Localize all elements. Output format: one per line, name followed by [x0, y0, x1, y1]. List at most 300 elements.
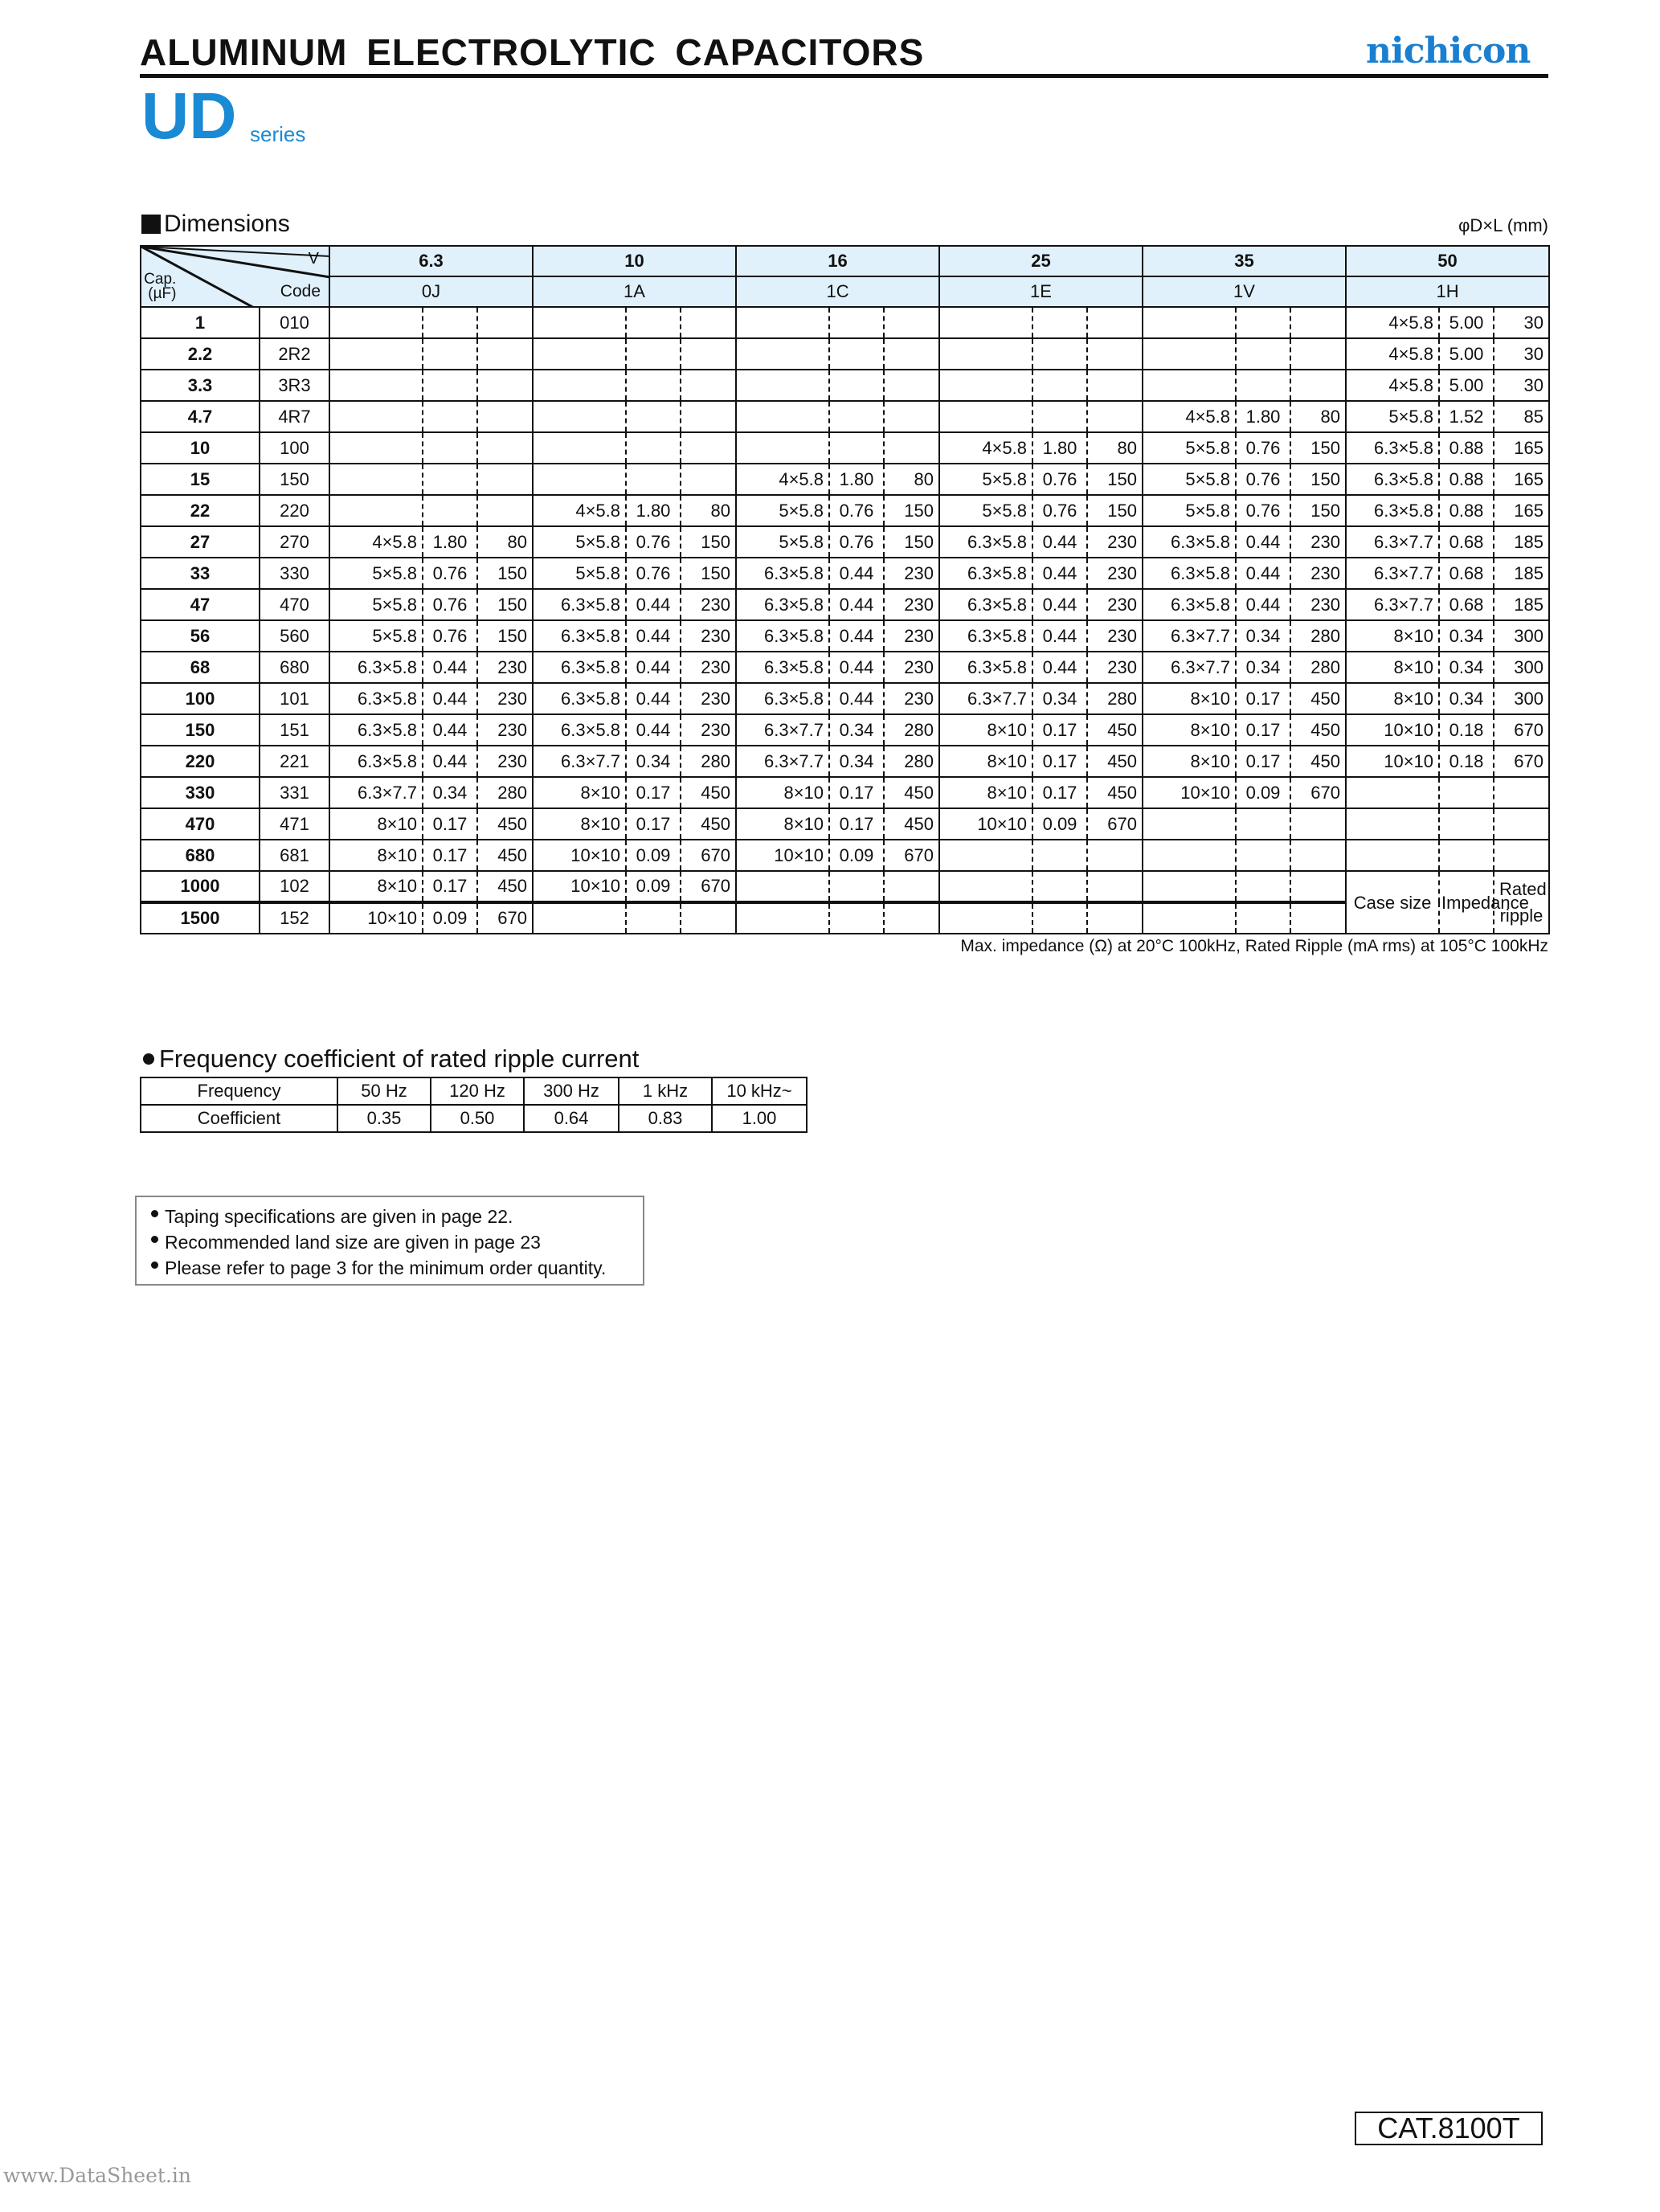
case-size-cell — [533, 464, 626, 495]
voltage-code-header: 0J — [329, 276, 533, 307]
case-size-cell: 6.3×5.8 — [533, 589, 626, 620]
ripple-cell — [477, 307, 533, 338]
case-size-cell: 6.3×5.8 — [533, 683, 626, 714]
legend-ripple: ripple — [1499, 906, 1543, 926]
impedance-cell: 0.44 — [1032, 620, 1087, 652]
code-cell: 102 — [260, 871, 329, 902]
impedance-cell — [1032, 902, 1087, 934]
ripple-cell: 670 — [681, 871, 736, 902]
case-size-cell — [329, 307, 423, 338]
impedance-cell: 0.17 — [423, 871, 477, 902]
frequency-cell: 10 kHz~ — [712, 1077, 807, 1105]
impedance-cell: 0.44 — [1236, 526, 1290, 558]
table-row — [141, 652, 1549, 683]
case-size-cell: 8×10 — [1346, 683, 1439, 714]
ripple-cell — [477, 370, 533, 401]
ripple-cell: 185 — [1494, 558, 1549, 589]
impedance-cell: 0.76 — [1236, 495, 1290, 526]
case-size-cell: 6.3×5.8 — [329, 714, 423, 746]
nichicon-logo: nichicon — [1366, 31, 1531, 72]
ripple-cell: 230 — [1290, 558, 1346, 589]
case-size-cell: 6.3×7.7 — [1143, 652, 1236, 683]
ripple-cell: 230 — [477, 746, 533, 777]
voltage-header: 35 — [1143, 246, 1346, 276]
table-row — [141, 620, 1549, 652]
impedance-cell: 0.44 — [1236, 558, 1290, 589]
ripple-cell: 230 — [477, 683, 533, 714]
impedance-cell — [423, 307, 477, 338]
impedance-cell: 0.76 — [1032, 464, 1087, 495]
case-size-cell: 6.3×7.7 — [939, 683, 1032, 714]
ripple-cell: 230 — [1290, 526, 1346, 558]
ripple-cell: 30 — [1494, 307, 1549, 338]
case-size-cell — [1346, 840, 1439, 871]
ripple-cell: 230 — [477, 714, 533, 746]
impedance-cell: 0.34 — [1439, 683, 1494, 714]
ripple-cell — [884, 338, 939, 370]
case-size-cell: 5×5.8 — [1346, 401, 1439, 432]
impedance-cell — [423, 495, 477, 526]
ripple-cell — [681, 370, 736, 401]
impedance-cell: 0.17 — [1032, 777, 1087, 808]
impedance-cell: 0.76 — [829, 495, 884, 526]
ripple-cell: 450 — [1087, 714, 1143, 746]
table-row — [141, 526, 1549, 558]
case-size-cell: 8×10 — [736, 777, 829, 808]
voltage-code-header: 1C — [736, 276, 939, 307]
capacitance-cell: 56 — [141, 620, 260, 652]
ripple-cell: 80 — [884, 464, 939, 495]
ripple-cell — [681, 338, 736, 370]
table-row — [141, 495, 1549, 526]
ripple-cell — [884, 432, 939, 464]
case-size-cell: 6.3×7.7 — [1346, 589, 1439, 620]
impedance-cell — [423, 370, 477, 401]
case-size-cell: 6.3×7.7 — [329, 777, 423, 808]
impedance-cell: 0.09 — [626, 871, 681, 902]
case-size-cell: 10×10 — [1143, 777, 1236, 808]
capacitance-cell: 47 — [141, 589, 260, 620]
case-size-cell: 5×5.8 — [1143, 432, 1236, 464]
impedance-cell: 0.44 — [1032, 558, 1087, 589]
impedance-cell — [1439, 777, 1494, 808]
ripple-cell: 230 — [884, 558, 939, 589]
impedance-cell: 0.44 — [423, 714, 477, 746]
voltage-header: 16 — [736, 246, 939, 276]
capacitance-cell: 3.3 — [141, 370, 260, 401]
impedance-cell: 0.88 — [1439, 495, 1494, 526]
code-cell: 331 — [260, 777, 329, 808]
impedance-cell — [626, 307, 681, 338]
impedance-cell — [626, 902, 681, 934]
note-text: Please refer to page 3 for the minimum order quantity. — [165, 1257, 607, 1278]
series-code: UD — [141, 80, 237, 153]
ripple-cell: 30 — [1494, 370, 1549, 401]
frequency-heading — [143, 1045, 639, 1073]
dimensions-heading-text: Dimensions — [164, 211, 290, 237]
case-size-cell: 6.3×5.8 — [939, 589, 1032, 620]
impedance-cell: 0.88 — [1439, 432, 1494, 464]
ripple-cell: 450 — [1087, 746, 1143, 777]
impedance-cell: 0.76 — [829, 526, 884, 558]
impedance-cell: 0.17 — [423, 808, 477, 840]
impedance-cell: 1.52 — [1439, 401, 1494, 432]
impedance-cell: 0.76 — [626, 526, 681, 558]
ripple-cell: 450 — [1087, 777, 1143, 808]
ripple-cell: 300 — [1494, 652, 1549, 683]
impedance-cell — [829, 307, 884, 338]
table-row — [141, 840, 1549, 871]
capacitance-cell: 1 — [141, 307, 260, 338]
code-cell: 010 — [260, 307, 329, 338]
catalog-number: CAT.8100T — [1355, 2112, 1543, 2145]
case-size-cell: 4×5.8 — [1346, 338, 1439, 370]
dimension-unit: φD×L (mm) — [1458, 215, 1548, 235]
capacitance-cell: 220 — [141, 746, 260, 777]
code-cell: 152 — [260, 902, 329, 934]
ripple-cell: 230 — [884, 620, 939, 652]
ripple-cell — [1087, 401, 1143, 432]
case-size-cell: 8×10 — [533, 777, 626, 808]
capacitance-cell: 4.7 — [141, 401, 260, 432]
ripple-cell: 450 — [1290, 683, 1346, 714]
case-size-cell: 5×5.8 — [533, 526, 626, 558]
case-size-cell: 10×10 — [533, 871, 626, 902]
coefficient-cell: 0.50 — [431, 1105, 524, 1132]
case-size-cell — [1346, 777, 1439, 808]
case-size-cell: 4×5.8 — [1143, 401, 1236, 432]
case-size-cell: 5×5.8 — [736, 495, 829, 526]
impedance-cell: 5.00 — [1439, 338, 1494, 370]
ripple-cell: 280 — [884, 714, 939, 746]
case-size-cell: 8×10 — [1143, 683, 1236, 714]
ripple-cell: 450 — [884, 777, 939, 808]
case-size-cell: 6.3×5.8 — [736, 683, 829, 714]
table-row — [141, 432, 1549, 464]
ripple-cell: 185 — [1494, 526, 1549, 558]
impedance-cell: 0.44 — [1032, 589, 1087, 620]
code-cell: 101 — [260, 683, 329, 714]
code-cell: 220 — [260, 495, 329, 526]
impedance-cell: 0.17 — [423, 840, 477, 871]
ripple-cell: 230 — [681, 683, 736, 714]
impedance-cell: 0.44 — [626, 683, 681, 714]
code-cell: 150 — [260, 464, 329, 495]
ripple-cell: 280 — [477, 777, 533, 808]
case-size-cell: 8×10 — [1346, 620, 1439, 652]
impedance-cell — [1032, 307, 1087, 338]
case-size-cell: 6.3×5.8 — [1143, 589, 1236, 620]
frequency-cell: 1 kHz — [619, 1077, 712, 1105]
case-size-cell: 6.3×7.7 — [1346, 558, 1439, 589]
ripple-cell — [884, 401, 939, 432]
impedance-cell — [1236, 808, 1290, 840]
case-size-cell: 6.3×5.8 — [329, 683, 423, 714]
table-row — [141, 338, 1549, 370]
capacitance-cell: 100 — [141, 683, 260, 714]
coefficient-row-label: Coefficient — [141, 1105, 337, 1132]
impedance-cell — [626, 338, 681, 370]
case-size-cell — [939, 370, 1032, 401]
ripple-cell: 450 — [477, 840, 533, 871]
case-size-cell — [329, 495, 423, 526]
case-size-cell: 8×10 — [1346, 652, 1439, 683]
impedance-cell: 0.44 — [1236, 589, 1290, 620]
note-item — [151, 1229, 643, 1255]
case-size-cell — [1143, 871, 1236, 902]
code-label: Code — [280, 282, 321, 301]
case-size-cell — [939, 307, 1032, 338]
case-size-cell: 4×5.8 — [533, 495, 626, 526]
ripple-cell: 230 — [1087, 558, 1143, 589]
capacitance-cell: 68 — [141, 652, 260, 683]
bullet-icon — [143, 1053, 154, 1065]
ripple-cell: 80 — [681, 495, 736, 526]
ripple-cell: 150 — [477, 620, 533, 652]
case-size-cell — [329, 401, 423, 432]
coefficient-cell: 0.64 — [524, 1105, 619, 1132]
ripple-cell: 150 — [884, 526, 939, 558]
impedance-cell: 0.44 — [829, 652, 884, 683]
ripple-cell: 280 — [1290, 652, 1346, 683]
ripple-cell: 150 — [1087, 495, 1143, 526]
code-cell: 330 — [260, 558, 329, 589]
impedance-cell: 1.80 — [1236, 401, 1290, 432]
ripple-cell — [477, 338, 533, 370]
case-size-cell — [1143, 370, 1236, 401]
ripple-cell — [477, 401, 533, 432]
ripple-cell: 280 — [884, 746, 939, 777]
ripple-cell: 450 — [477, 871, 533, 902]
impedance-cell: 0.34 — [1439, 652, 1494, 683]
ripple-cell — [1087, 902, 1143, 934]
ripple-cell: 230 — [1087, 589, 1143, 620]
case-size-cell — [329, 338, 423, 370]
capacitance-cell: 150 — [141, 714, 260, 746]
dimensions-table — [140, 245, 1550, 934]
ripple-cell: 670 — [1494, 746, 1549, 777]
case-size-cell: 4×5.8 — [736, 464, 829, 495]
voltage-header: 10 — [533, 246, 736, 276]
case-size-cell: 4×5.8 — [1346, 307, 1439, 338]
case-size-cell — [1346, 808, 1439, 840]
case-size-cell — [736, 871, 829, 902]
ripple-cell — [884, 902, 939, 934]
ripple-cell — [1494, 777, 1549, 808]
impedance-cell — [829, 432, 884, 464]
table-row — [141, 589, 1549, 620]
case-size-cell — [939, 401, 1032, 432]
case-size-cell: 5×5.8 — [329, 558, 423, 589]
ripple-cell — [1290, 902, 1346, 934]
impedance-cell — [423, 464, 477, 495]
impedance-cell — [1439, 808, 1494, 840]
impedance-cell: 0.76 — [1236, 464, 1290, 495]
note-item — [151, 1204, 643, 1229]
ripple-cell: 230 — [884, 589, 939, 620]
impedance-cell: 0.18 — [1439, 746, 1494, 777]
ripple-cell: 30 — [1494, 338, 1549, 370]
voltage-header: 6.3 — [329, 246, 533, 276]
ripple-cell: 150 — [884, 495, 939, 526]
legend-ripple-cell — [1494, 871, 1549, 934]
case-size-cell: 6.3×5.8 — [736, 589, 829, 620]
ripple-cell — [1290, 871, 1346, 902]
impedance-cell: 0.18 — [1439, 714, 1494, 746]
ripple-cell — [681, 464, 736, 495]
ripple-cell: 450 — [884, 808, 939, 840]
impedance-cell: 0.68 — [1439, 526, 1494, 558]
case-size-cell: 10×10 — [329, 902, 423, 934]
case-size-cell — [939, 902, 1032, 934]
ripple-cell: 165 — [1494, 432, 1549, 464]
case-size-cell — [939, 840, 1032, 871]
case-size-cell — [736, 370, 829, 401]
case-size-cell — [939, 338, 1032, 370]
impedance-cell — [1032, 840, 1087, 871]
ripple-cell — [681, 401, 736, 432]
case-size-cell: 5×5.8 — [1143, 495, 1236, 526]
case-size-cell: 10×10 — [736, 840, 829, 871]
case-size-cell: 10×10 — [939, 808, 1032, 840]
case-size-cell — [1143, 338, 1236, 370]
capacitance-cell: 27 — [141, 526, 260, 558]
impedance-cell: 0.34 — [829, 714, 884, 746]
case-size-cell: 8×10 — [533, 808, 626, 840]
case-size-cell: 5×5.8 — [1143, 464, 1236, 495]
case-size-cell: 6.3×7.7 — [736, 714, 829, 746]
ripple-cell: 150 — [681, 558, 736, 589]
impedance-cell: 0.76 — [423, 589, 477, 620]
case-size-cell: 6.3×5.8 — [939, 620, 1032, 652]
ripple-cell: 670 — [884, 840, 939, 871]
voltage-code-header: 1H — [1346, 276, 1549, 307]
ripple-cell: 185 — [1494, 589, 1549, 620]
impedance-cell: 0.44 — [423, 652, 477, 683]
code-cell: 681 — [260, 840, 329, 871]
ripple-cell: 670 — [1494, 714, 1549, 746]
ripple-cell — [1494, 840, 1549, 871]
ripple-cell — [1290, 370, 1346, 401]
ripple-cell — [1290, 338, 1346, 370]
coefficient-cell: 1.00 — [712, 1105, 807, 1132]
code-cell: 680 — [260, 652, 329, 683]
impedance-cell: 0.76 — [626, 558, 681, 589]
impedance-cell: 0.76 — [1236, 432, 1290, 464]
impedance-cell: 5.00 — [1439, 370, 1494, 401]
impedance-cell — [1032, 401, 1087, 432]
impedance-cell: 0.44 — [626, 714, 681, 746]
table-row — [141, 871, 1549, 902]
impedance-cell: 5.00 — [1439, 307, 1494, 338]
note-text: Recommended land size are given in page 23 — [165, 1232, 541, 1253]
case-size-cell: 8×10 — [939, 714, 1032, 746]
ripple-cell — [477, 432, 533, 464]
capacitance-cell: 1500 — [141, 902, 260, 934]
case-size-cell — [329, 432, 423, 464]
impedance-cell: 0.17 — [829, 777, 884, 808]
ripple-cell — [681, 902, 736, 934]
cap-label: Cap. (µF) — [144, 271, 177, 302]
ripple-cell: 230 — [477, 652, 533, 683]
case-size-cell — [329, 370, 423, 401]
ripple-cell — [477, 464, 533, 495]
ripple-cell — [1290, 307, 1346, 338]
impedance-cell — [829, 871, 884, 902]
impedance-cell: 0.76 — [1032, 495, 1087, 526]
ripple-cell — [884, 370, 939, 401]
table-row — [141, 401, 1549, 432]
note-text: Taping specifications are given in page 22. — [165, 1206, 513, 1227]
ripple-cell: 150 — [1290, 432, 1346, 464]
case-size-cell: 8×10 — [1143, 746, 1236, 777]
impedance-cell: 0.44 — [829, 620, 884, 652]
table-row — [141, 746, 1549, 777]
case-size-cell: 6.3×5.8 — [1346, 432, 1439, 464]
impedance-cell — [626, 464, 681, 495]
case-size-cell — [736, 401, 829, 432]
series-label: series — [250, 122, 306, 146]
ripple-cell: 230 — [681, 620, 736, 652]
ripple-cell: 230 — [681, 714, 736, 746]
ripple-cell: 280 — [1290, 620, 1346, 652]
watermark: www.DataSheet.in — [3, 2164, 191, 2187]
ripple-cell: 450 — [681, 808, 736, 840]
impedance-cell: 0.44 — [1032, 652, 1087, 683]
capacitance-cell: 33 — [141, 558, 260, 589]
ripple-cell — [1087, 307, 1143, 338]
impedance-cell: 0.44 — [423, 746, 477, 777]
ripple-cell — [1290, 840, 1346, 871]
impedance-cell — [626, 370, 681, 401]
impedance-cell: 0.09 — [829, 840, 884, 871]
ripple-cell — [1087, 370, 1143, 401]
case-size-cell: 6.3×5.8 — [736, 558, 829, 589]
ripple-cell: 80 — [1087, 432, 1143, 464]
impedance-cell: 0.44 — [829, 558, 884, 589]
impedance-cell: 0.34 — [626, 746, 681, 777]
dimensions-heading — [141, 211, 290, 238]
impedance-cell: 0.44 — [423, 683, 477, 714]
capacitance-cell: 22 — [141, 495, 260, 526]
impedance-cell: 0.34 — [829, 746, 884, 777]
impedance-cell — [423, 432, 477, 464]
case-size-cell: 5×5.8 — [736, 526, 829, 558]
case-size-cell: 10×10 — [1346, 746, 1439, 777]
ripple-cell: 230 — [1087, 620, 1143, 652]
note-item — [151, 1255, 643, 1281]
case-size-cell: 8×10 — [329, 871, 423, 902]
impedance-cell — [829, 401, 884, 432]
ripple-cell: 670 — [1290, 777, 1346, 808]
ripple-cell: 150 — [1087, 464, 1143, 495]
impedance-cell: 0.34 — [1439, 620, 1494, 652]
case-size-cell: 6.3×7.7 — [533, 746, 626, 777]
ripple-cell: 450 — [477, 808, 533, 840]
impedance-cell — [626, 432, 681, 464]
impedance-cell — [1439, 840, 1494, 871]
case-size-cell: 8×10 — [736, 808, 829, 840]
ripple-cell — [1087, 840, 1143, 871]
impedance-cell — [1236, 370, 1290, 401]
code-cell: 471 — [260, 808, 329, 840]
ripple-cell: 230 — [884, 683, 939, 714]
table-row — [141, 558, 1549, 589]
case-size-cell — [329, 464, 423, 495]
impedance-cell: 0.44 — [626, 620, 681, 652]
impedance-cell: 0.17 — [1236, 746, 1290, 777]
voltage-header: 25 — [939, 246, 1143, 276]
